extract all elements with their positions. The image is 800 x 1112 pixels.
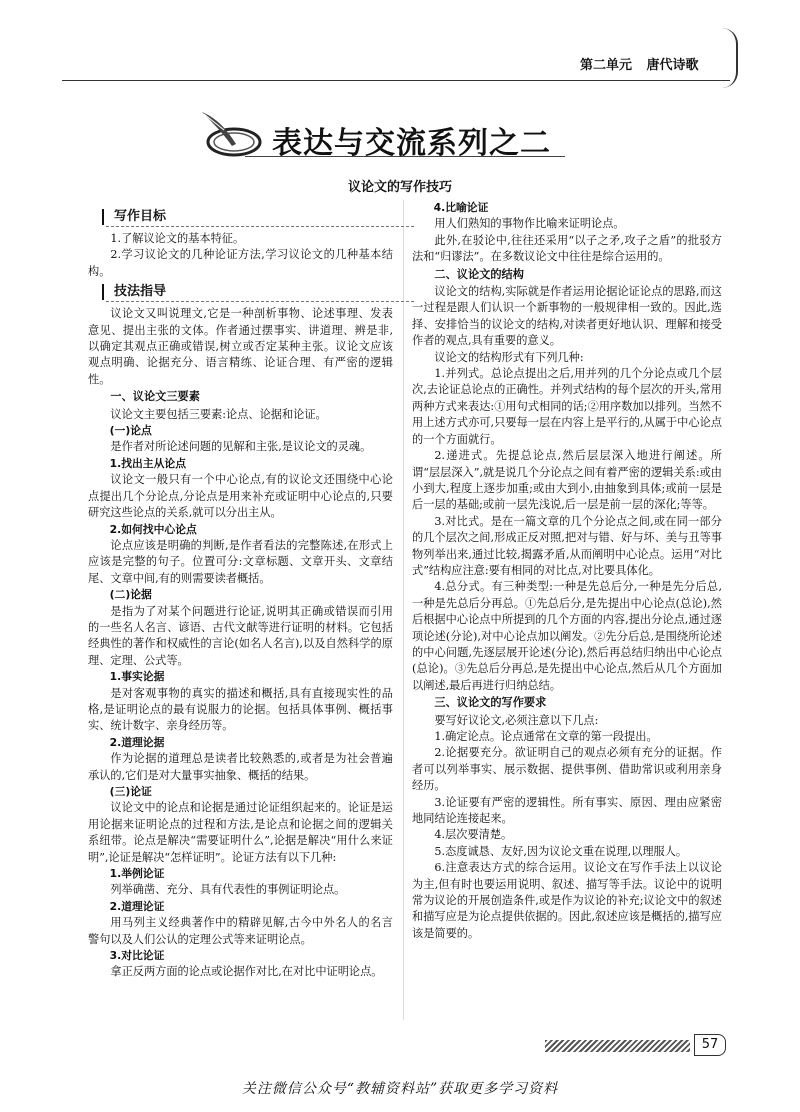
header-decoration [722, 28, 738, 88]
topic-label: 唐代诗歌 [646, 58, 699, 73]
paragraph: 议论文主要包括三要素:论点、论据和论证。 [110, 407, 327, 421]
paragraph: 要写好议论文,必须注意以下几点: [434, 713, 599, 727]
subheading: (一)论点 [109, 424, 152, 438]
section-heading-techniques: 技法指导 [106, 282, 174, 302]
section-heading-goals: 写作目标 [106, 207, 174, 227]
paragraph: 3.对比式。是在一篇文章的几个分论点之间,或在同一部分的几个层次之间,形成正反对照,把对与错、好与坏、美与丑等事物列举出来,通过比较,揭露矛盾,从而阐明中心论点。运用“对比式”结构应注意:要有相同的对比点,对比要具体化。 [412, 514, 722, 577]
page-number-bar [545, 1040, 690, 1052]
paragraph: 是作者对所论述问题的见解和主张,是议论文的灵魂。 [110, 440, 372, 454]
paragraph: 此外,在驳论中,往往还采用“以子之矛,攻子之盾”的批驳方法和“归谬法”。在多数议论文中往往是综合运用的。 [412, 233, 722, 264]
paragraph: 3.论证要有严密的逻辑性。所有事实、原因、理由应紧密地同结论连接起来。 [412, 795, 722, 826]
paragraph: 作为论据的道理总是读者比较熟悉的,或者是为社会普遍承认的,它们是对大量事实抽象、概括的结果。 [88, 752, 393, 782]
paragraph: 2.论据要充分。欲证明自己的观点必须有充分的证据。作者可以列举事实、展示数据、提供事例、借助常识或利用亲身经历。 [412, 746, 722, 793]
paragraph: 用马列主义经典著作中的精辟见解,古今中外名人的名言警句以及人们公认的定理公式等来证明论点。 [88, 916, 393, 946]
paragraph: 2.递进式。先提总论点,然后层层深入地进行阐述。所谓“层层深入”,就是说几个分论点之间有着严密的逻辑关系:或由小到大,程度上逐步加重;或由大到小,由抽象到具体;或前一层是后一层的基础;或前一层先浅说,后一层是前一层的深化;等等。 [412, 449, 722, 512]
unit-label: 第二单元 [580, 58, 633, 73]
paragraph: 议论文中的论点和论据是通过论证组织起来的。论证是运用论据来证明论点的过程和方法,是论点和论据之间的逻辑关系纽带。论点是解决“需要证明什么”,论据是解决“用什么来证明”,论证是解决“怎样证明”。论证方法有以下几种: [88, 801, 393, 864]
paragraph: 议论文的结构,实际就是作者运用论据论证论点的思路,而这一过程是跟人们认识一个新事物的一般规律相一致的。因此,选择、安排恰当的议论文的结构,对读者更好地认识、理解和接受作者的观点,具有重要的意义。 [412, 285, 722, 348]
subheading: 1.事实论据 [109, 670, 165, 684]
subheading: 三、议论文的写作要求 [434, 696, 547, 710]
paragraph: 拿正反两方面的论点或论据作对比,在对比中证明论点。 [110, 965, 383, 979]
subheading: 1.找出主从论点 [109, 456, 186, 470]
subheading: 4.比喻论证 [433, 201, 489, 214]
paragraph: 5.态度诚恳、友好,因为议论文重在说理,以理服人。 [434, 844, 688, 858]
subheading: 2.如何找中心论点 [109, 522, 197, 536]
paragraph: 用人们熟知的事物作比喻来证明论点。 [434, 217, 625, 231]
paragraph: 议论文的结构形式有下列几种: [434, 350, 584, 364]
left-column [88, 205, 393, 981]
title-underline [245, 156, 565, 157]
article-subtitle: 议论文的写作技巧 [347, 180, 452, 195]
paragraph: 4.层次要清楚。 [434, 828, 513, 842]
paragraph: 1.并列式。总论点提出之后,用并列的几个分论点或几个层次,去论证总论点的正确性。并列式结构的每个层次的开头,常用两种方式来表达:①用句式相同的话;②用序数加以排列。当然不用上述方式亦可,只要每一层在内容上是平行的,从属于中心论点的一个方面就行。 [412, 367, 722, 446]
title-block [190, 108, 610, 161]
footer-note: 关注微信公众号“教辅资料站”获取更多学习资料 [241, 1081, 559, 1097]
paragraph: 6.注意表达方式的综合运用。议论文在写作手法上以议论为主,但有时也要运用说明、叙述、描写等手法。议论中的说明常为议论的开展创造条件,或是作为议论的补充;议论文中的叙述和描写应是为论点提供依据的。因此,叙述应该是概括的,描写应该是简要的。 [412, 861, 722, 940]
paragraph: 1.确定论点。论点通常在文章的第一段提出。 [434, 730, 658, 743]
subheading: (二)论据 [109, 588, 152, 602]
subheading: 1.举例论证 [109, 867, 165, 881]
paragraph: 2.学习议论文的几种论证方法,学习议论文的几种基本结构。 [88, 248, 393, 278]
paragraph: 4.总分式。有三种类型:一种是先总后分,一种是先分后总,一种是先总后分再总。①先总后分,是先提出中心论点(总论),然后根据中心论点中所提到的几个方面的内容,提出分论点,通过逐项论述(分论),对中心论点加以阐发。②先分后总,是围绕所论述的中心问题,先逐层展开论述(分论),然后再总结归纳出中心论点(总论)。③先总后分再总,是先提出中心论点,然后从几个方面加以阐述,最后再进行归纳总结。 [412, 580, 722, 692]
paragraph: 1.了解议论文的基本特征。 [110, 232, 245, 245]
subheading: 2.道理论据 [109, 735, 165, 749]
column-divider [403, 200, 404, 1020]
paragraph: 是对客观事物的真实的描述和概括,具有直接现实性的品格,是证明论点的最有说服力的论据。包括具体事例、概括事实、统计数字、亲身经历等。 [88, 686, 393, 733]
header-rule [62, 80, 730, 81]
page-number: 57 [694, 1034, 726, 1056]
subheading: (三)论证 [109, 785, 152, 798]
paragraph: 论点应该是明确的判断,是作者看法的完整陈述,在形式上应该是完整的句子。位置可分:文章标题、文章开头、文章结尾、文章中间,有的则需要读者概括。 [88, 538, 393, 585]
page-title: 表达与交流系列之二 [272, 126, 551, 161]
paragraph: 议论文又叫说理文,它是一种剖析事物、论述事理、发表意见、提出主张的文体。作者通过摆事实、讲道理、辨是非,以确定其观点正确或错误,树立或否定某种主张。议论文应该观点明确、论据充分、语言精练、论证合理、有严密的逻辑性。 [88, 307, 393, 386]
paragraph: 列举确凿、充分、具有代表性的事例证明论点。 [110, 883, 346, 897]
running-header [580, 54, 720, 73]
feather-pen-icon [194, 108, 266, 158]
subheading: 二、议论文的结构 [434, 267, 524, 281]
right-column [412, 200, 722, 942]
subheading: 2.道理论证 [109, 899, 165, 913]
subheading: 一、议论文三要素 [110, 390, 200, 404]
paragraph: 议论文一般只有一个中心论点,有的议论文还围绕中心论点提出几个分论点,分论点是用来补充或证明中心论点的,只要研究这些论点的关系,就可以分出主从。 [88, 473, 393, 520]
paragraph: 是指为了对某个问题进行论证,说明其正确或错误而引用的一些名人名言、谚语、古代文献等进行证明的材料。它包括经典性的著作和权威性的言论(如名人名言),以及自然科学的原理、定理、公式等。 [88, 604, 393, 667]
subheading: 3.对比论证 [109, 949, 165, 963]
